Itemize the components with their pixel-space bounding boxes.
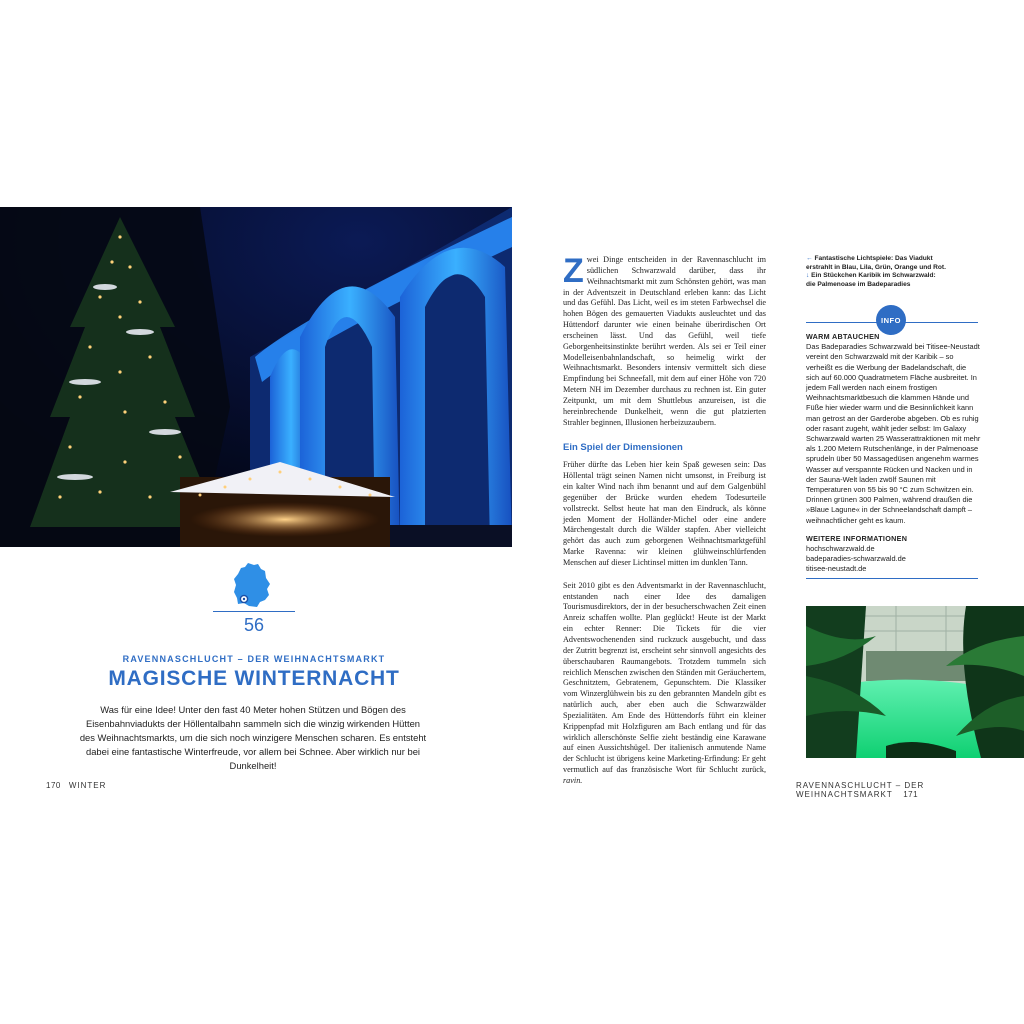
info-body: Das Badeparadies Schwarzwald bei Titisee-Neustadt vereint den Schwarzwald mit der Karibik – so verheißt es die Werbung der Badelandschaft, die sich auf 60.000 Quadratmetern Fläche ausbreitet. In jedem Fall werden nach einem frostigen Weihnachtsmarktbesuch die klammen Hände und Füße hier wieder warm und die Besinnlichkeit kann man getrost an der Garderobe abgeben. Ob es ruhig oder rasant zugeht, wählt jeder selbst: Im Galaxy Schwarzwald warten 25 Wasserattraktionen mit mehr als 1.200 Metern Rutschenlänge, in der Palmenoase sprudeln über 50 Massagedüsen angenehm warmes Wasser auf verspannte Rücken und Nacken und in der Sauna-Welt laden zwölf Saunen mit Temperaturen von 55 bis 90 °C zum Schwitzen ein. Drinnen grünen 300 Palmen, während draußen die »Blaue Lagune« in der Schneelandschaft dampft – weihnachtlicher geht es kaum. bbox=[806, 342, 981, 525]
lead-paragraph: Was für eine Idee! Unter den fast 40 Meter hohen Stützen und Bögen des Eisenbahnviadukts der Höllentalbahn sammeln sich die winzig wirkenden Hütten des Weihnachtsmarkts, um die sich noch winzigere Menschen scharen. Es entsteht dabei eine fantastische Winterfreude, vor allem bei Schnee. Aber wirklich nur bei Dunkelheit! bbox=[79, 704, 427, 771]
article-paragraph-3 bbox=[563, 581, 766, 787]
article-body bbox=[563, 252, 766, 787]
kicker: RAVENNASCHLUCHT – DER WEIHNACHTSMARKT bbox=[122, 654, 386, 664]
section-label: WINTER bbox=[68, 781, 107, 790]
further-info-heading: WEITERE INFORMATIONEN bbox=[806, 533, 908, 543]
info-heading: WARM ABTAUCHEN bbox=[806, 332, 880, 341]
info-link[interactable]: hochschwarzwald.de bbox=[806, 544, 875, 554]
entry-number: 56 bbox=[243, 615, 265, 635]
section-label-right: RAVENNASCHLUCHT – DER WEIHNACHTSMARKT bbox=[796, 781, 925, 799]
arrow-down-icon: ↓ bbox=[806, 272, 810, 280]
italic-word: ravin. bbox=[563, 775, 583, 785]
article-subheading: Ein Spiel der Dimensionen bbox=[563, 441, 683, 453]
page-number-left: 170 bbox=[46, 781, 61, 790]
germany-map-icon bbox=[232, 562, 272, 608]
left-folio bbox=[46, 781, 106, 790]
photo-captions bbox=[806, 255, 981, 290]
info-link[interactable]: badeparadies-schwarzwald.de bbox=[806, 554, 906, 564]
caption-1-line-2: erstrahlt in Blau, Lila, Grün, Orange und Rot. bbox=[806, 263, 946, 271]
caption-1 bbox=[806, 255, 981, 264]
caption-1-line-1: Fantastische Lichtspiele: Das Viadukt bbox=[814, 255, 933, 262]
info-badge: INFO bbox=[876, 305, 906, 335]
article-paragraph-3-text: Seit 2010 gibt es den Adventsmarkt in der Ravennaschlucht, entstanden nach einer Idee des damaligen Tourismusdirektors, der in der besucherschwachen Zeit einen Anreiz schaffen wollte. Plan geglückt! Heute ist der Markt ein echter Renner: Die Tickets für die vier Adventswochenenden sind ruckzuck ausgebucht, und dass der Zutritt begrenzt ist, erscheint sehr sinnvoll angesichts des überschaubaren Raumangebots. Trotzdem tummeln sich reichlich Menschen zwischen den Ständen mit Geräuchertem, Geschnitztem, Gebratenem, Gepunschtem. Die Klassiker vom Winzerglühwein bis zu den gebrannten Mandeln gibt es natürlich auch, aber eben auch die Schwarzwälder Spezialitäten. Am Ende des Hüttendorfs führt ein kleiner Krippenpfad mit Holzfiguren am Bach entlang und für das wirklich allerschönste Selfie zieht beständig eine Karawane auf einen Aussichtshügel. Der italienisch anmutende Name der Schlucht ist übrigens keine Marketing-Erfindung: Er geht vermutlich auf das französische Wort für Schlucht zurück, bbox=[563, 580, 766, 775]
viaduct-christmas-photo bbox=[0, 207, 512, 547]
info-rule-bottom bbox=[806, 578, 978, 579]
caption-2-line-2: die Palmenoase im Badeparadies bbox=[806, 281, 911, 289]
number-rule bbox=[213, 611, 295, 612]
article-paragraph-2: Früher dürfte das Leben hier kein Spaß gewesen sein: Das Höllental trägt seinen Namen nicht umsonst, in Freiburg ist ein kalter Wind nach ihm benannt und auf dem Galgenbühl gegenüber der Brücke wurden ehedem Todesurteile vollstreckt. Selbst heute hat man den Eindruck, als könne jeden Moment der Holländer-Michel oder eine andere Märchengestalt durch die Wälder stapfen. Aber vielleicht gehört das auch zum geborgenen Weihnachtsmarktgefühl Marke Ravenna: wir kleinen glühweinschlürfenden Menschen auf dieser Lichtinsel mitten im dunklen Tann. bbox=[563, 460, 766, 567]
page-number-right: 171 bbox=[903, 790, 919, 799]
caption-2-line-1: Ein Stückchen Karibik im Schwarzwald: bbox=[811, 272, 936, 280]
arrow-left-icon: ← bbox=[806, 255, 813, 262]
info-link[interactable]: titisee-neustadt.de bbox=[806, 564, 867, 574]
article-paragraph-1: wei Dinge entscheiden in der Ravennaschlucht im südlichen Schwarzwald darüber, dass ihr Weihnachtsmarkt mit zum Schönsten gehört, was man in der Adventszeit in Deutschland erleben kann: das Licht und das Gefühl. Das Licht, weil es im steten Farbwechsel die hohen Bögen des gemauerten Viadukts ausleuchtet und das Hüttendorf darunter wie einen beinahe überirdischen Ort erscheinen lässt. Und das Gefühl, weil tiefe Geborgenheitsinstinkte berührt werden. Als sei er Teil einer Modelleisenbahnlandschaft, so heimelig wirkt der Weihnachtsmarkt. Besonders intensiv vermittelt sich diese Empfindung bei Schneefall, mit dem auf einer Höhe von 720 Metern NH im Dezember durchaus zu rechnen ist. Ein guter Zeitpunkt, um mit dem Shuttlebus anzureisen, ist die hereinbrechende Dunkelheit, wenn die gut platzierten Strahler beginnen, Illusionen herbeizuzaubern. bbox=[563, 255, 766, 427]
right-folio bbox=[796, 781, 1024, 799]
page-title: MAGISCHE WINTERNACHT bbox=[108, 667, 400, 690]
info-links bbox=[806, 544, 981, 575]
palm-oasis-photo bbox=[806, 606, 1024, 758]
caption-2 bbox=[806, 272, 981, 281]
info-box bbox=[806, 332, 981, 575]
drop-cap: Z bbox=[563, 252, 584, 290]
